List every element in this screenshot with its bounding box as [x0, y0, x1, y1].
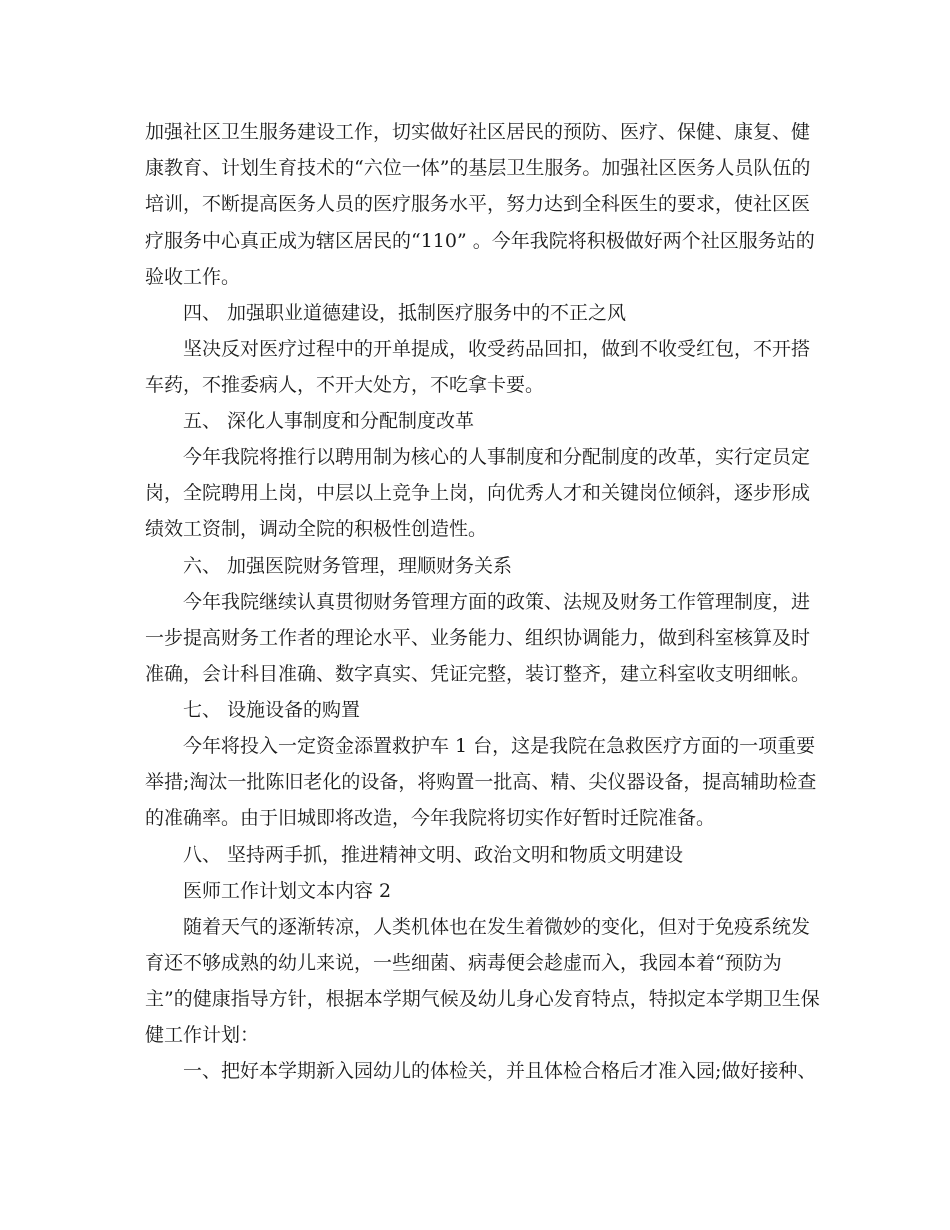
text-line-14: 今年我院继续认真贯彻财务管理方面的政策、法规及财务工作管理制度，进 [183, 591, 811, 613]
text-line-7: 坚决反对医疗过程中的开单提成，收受药品回扣，做到不收受红包，不开搭 [183, 338, 811, 360]
text-line-2: 康教育、计划生育技术的“六位一体”的基层卫生服务。加强社区医务人员队伍的 [145, 157, 811, 179]
text-line-12: 绩效工资制，调动全院的积极性创造性。 [145, 518, 488, 540]
text-line-3: 培训，不断提高医务人员的医疗服务水平，努力达到全科医生的要求，使社区医 [145, 193, 811, 215]
section-heading-4: 四、 加强职业道德建设，抵制医疗服务中的不正之风 [183, 302, 627, 324]
text-line-4: 疗服务中心真正成为辖区居民的“110” 。今年我院将积极做好两个社区服务站的 [145, 230, 815, 252]
text-line-23: 随着天气的逐渐转凉，人类机体也在发生着微妙的变化，但对于免疫系统发 [183, 916, 811, 938]
text-line-26: 健工作计划： [145, 1024, 260, 1046]
text-line-20: 的准确率。由于旧城即将改造，今年我院将切实作好暂时迁院准备。 [145, 807, 716, 829]
text-line-16: 准确，会计科目准确、数字真实、凭证完整，装订整齐，建立科室收支明细帐。 [145, 663, 811, 685]
text-line-24: 育还不够成熟的幼儿来说，一些细菌、病毒便会趁虚而入，我园本着“预防为 [145, 952, 782, 974]
text-line-5: 验收工作。 [145, 266, 241, 288]
section-heading-5: 五、 深化人事制度和分配制度改革 [183, 410, 475, 432]
text-line-18: 今年将投入一定资金添置救护车 1 台，这是我院在急救医疗方面的一项重要 [183, 735, 816, 757]
section-heading-7: 七、 设施设备的购置 [183, 699, 361, 721]
section-heading-8: 八、 坚持两手抓，推进精神文明、政治文明和物质文明建设 [183, 844, 684, 866]
text-line-1: 加强社区卫生服务建设工作，切实做好社区居民的预防、医疗、保健、康复、健 [145, 121, 811, 143]
text-line-19: 举措;淘汰一批陈旧老化的设备，将购置一批高、精、尖仪器设备，提高辅助检查 [145, 771, 817, 793]
section-heading-6: 六、 加强医院财务管理，理顺财务关系 [183, 555, 513, 577]
text-line-27: 一、把好本学期新入园幼儿的体检关，并且体检合格后才准入园;做好接种、 [183, 1060, 817, 1082]
text-line-10: 今年我院将推行以聘用制为核心的人事制度和分配制度的改革，实行定员定 [183, 446, 811, 468]
text-line-15: 一步提高财务工作者的理论水平、业务能力、组织协调能力，做到科室核算及时 [145, 627, 811, 649]
document-subtitle: 医师工作计划文本内容 2 [183, 880, 392, 902]
text-line-25: 主”的健康指导方针，根据本学期气候及幼儿身心发育特点，特拟定本学期卫生保 [145, 988, 820, 1010]
text-line-11: 岗，全院聘用上岗，中层以上竞争上岗，向优秀人才和关键岗位倾斜，逐步形成 [145, 482, 811, 504]
text-line-8: 车药，不推委病人，不开大处方，不吃拿卡要。 [145, 374, 545, 396]
